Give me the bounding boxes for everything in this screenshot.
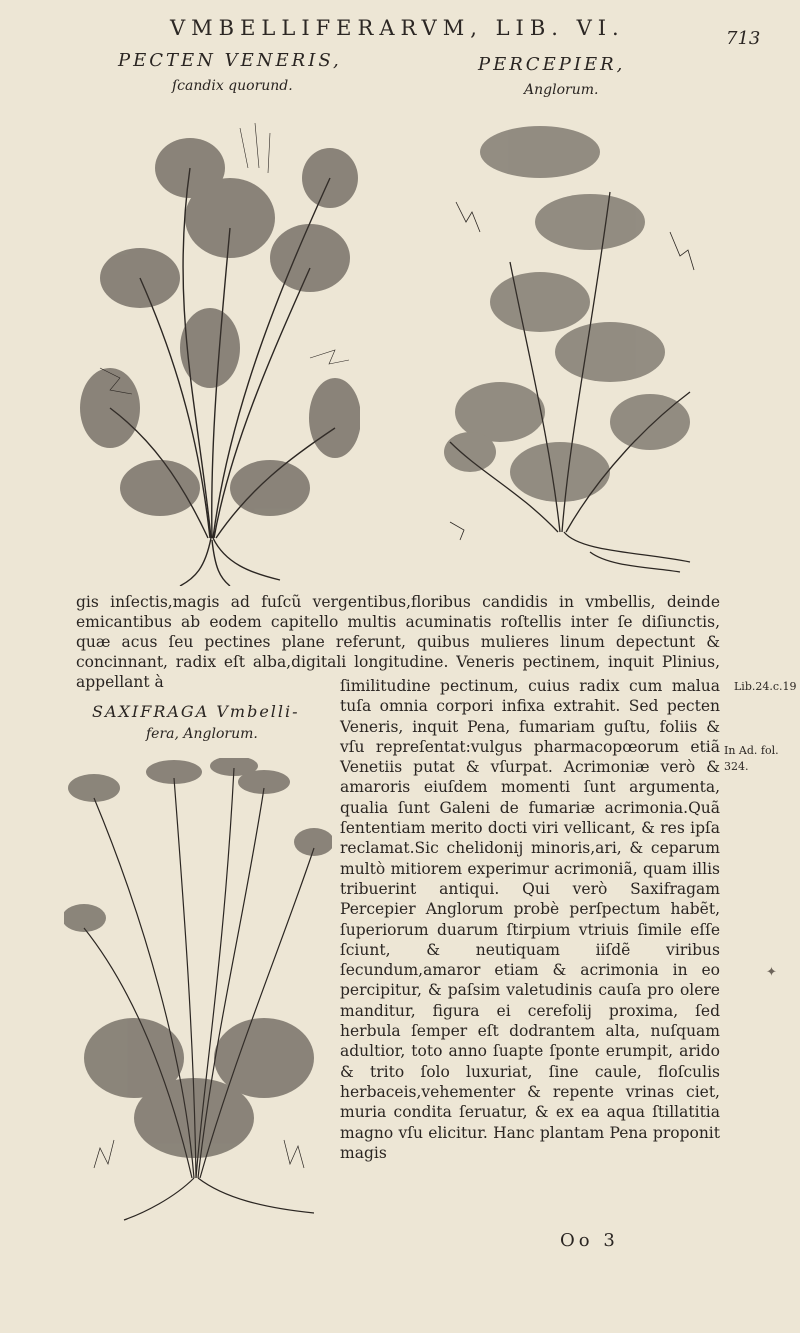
page-number: 713	[726, 28, 761, 49]
paragraph-right: ſimilitudine pectinum, cuius radix cum malua tuſa omnia corpori infixa extrahit. Sed pecten Veneris, inquit Pena, fumariam guſtu, foliis & vſu repreſentat:vulgus pharmacopœorum etiã Venetiis putat & vſurpat. Acrimoniæ verò & amaroris eiuſdem momenti ſunt argumenta, qualia ſunt Galeni de fumariæ acrimonia.Quã ſententiam merito docti viri vellicant, & res ipſa reclamat.Sic chelidonij minoris,ari, & ceparum multò mitiorem experimur acrimoniã, quam illis tribuerint antiqui. Qui verò Saxifragam Percepier Anglorum probè perſpectum habẽt, ſuperiorum duarum ſtirpium vtriuis ſimile eſſe ſciunt, & neutiquam iiſdẽ viribus ſecundum,amaror etiam & acrimonia in eo percipitur, & paſsim valetudinis cauſa pro olere manditur, figura ei cerefolij proxima, ſed herbula ſemper eſt dodrantem alta, nuſquam adultior, toto anno ſuapte ſponte erumpit, arido & trito ſolo luxuriat, ſine caule, floſculis herbaceis,vehementer & repente vrinas ciet, muria condita ſeruatur, & ex ea aqua ſtillatitia magno vſu elicitur. Hanc plantam Pena proponit magis	[340, 677, 720, 1162]
plate-bottom-subtitle: fera, Anglorum.	[146, 726, 258, 742]
margin-note-2: In Ad. fol.	[724, 744, 779, 757]
percepier-illustration	[440, 112, 702, 580]
plate-left-title: PECTEN VENERIS,	[118, 50, 342, 71]
printer-ornament: ✦	[766, 965, 777, 980]
plate-right-title: PERCEPIER,	[478, 54, 626, 75]
margin-note-3: 324.	[724, 760, 749, 773]
paragraph-full: gis inſectis,magis ad fuſcũ vergentibus,floribus candidis in vmbellis, deinde emicantibus ab eodem capitello multis acuminatis roſtellis inter ſe diſiunctis, quæ acus ſeu pectines plane referunt, quibus mulieres linum depectunt & concinnant, radix eſt alba,digitali longitudine. Veneris pectinem, inquit Plinius, appellant à	[76, 593, 720, 691]
saxifraga-illustration	[64, 758, 332, 1224]
signature-mark: Oo 3	[560, 1230, 619, 1251]
plate-bottom-title: SAXIFRAGA Vmbelli-	[92, 702, 300, 721]
margin-note-1: Lib.24.c.19	[734, 680, 797, 693]
body-text-right-column	[340, 676, 720, 1163]
plate-right-subtitle: Anglorum.	[524, 82, 599, 98]
running-head: VMBELLIFERARVM, LIB. VI.	[170, 16, 625, 40]
pecten-veneris-illustration	[80, 108, 360, 586]
plate-left-subtitle: ſcandix quorund.	[172, 78, 293, 94]
